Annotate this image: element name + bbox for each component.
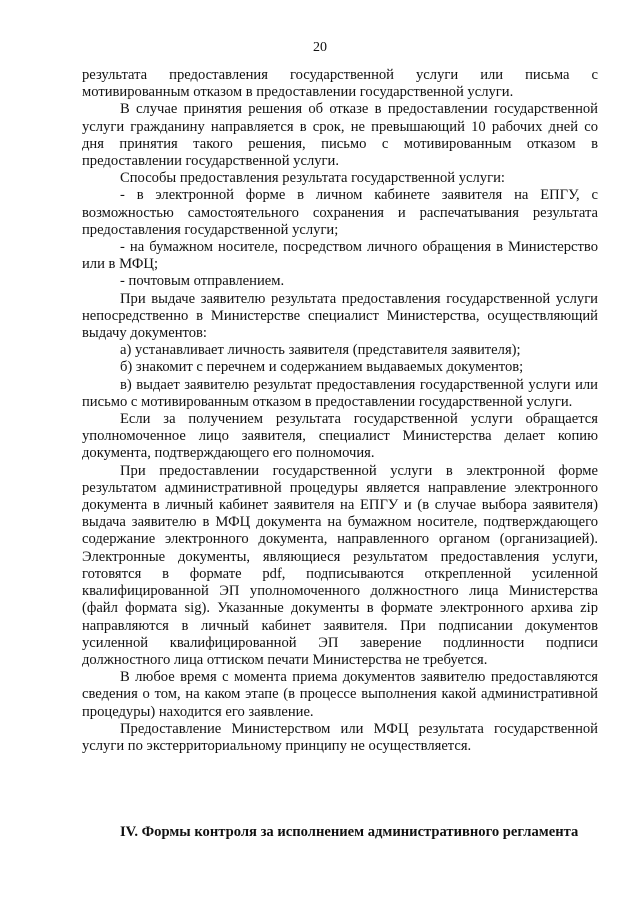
paragraph-delivery-methods: Способы предоставления результата государственной услуги: <box>120 170 505 187</box>
list-item-a: а) устанавливает личность заявителя (представителя заявителя); <box>120 342 521 359</box>
document-body <box>82 67 598 755</box>
page-number: 20 <box>313 40 327 55</box>
paragraph-extraterritorial: Предоставление Министерством или МФЦ результата государственной услуги по экстерриториальному принципу не осуществляется. <box>82 720 598 754</box>
list-item-postal: - почтовым отправлением. <box>120 273 285 290</box>
section-heading: IV. Формы контроля за исполнением административного регламента <box>120 824 579 840</box>
list-item-paper: - на бумажном носителе, посредством личного обращения в Министерство или в МФЦ; <box>82 239 598 273</box>
paragraph-authorized-person: Если за получением результата государственной услуги обращается уполномоченное лицо заявителя, специалист Министерства делает копию документа, подтверждающего его полномочия. <box>82 411 598 462</box>
list-item-electronic: - в электронной форме в личном кабинете заявителя на ЕПГУ, с возможностью самостоятельного сохранения и распечатывания результата предоставления государственной услуги; <box>82 187 598 238</box>
list-item-b: б) знакомит с перечнем и содержанием выдаваемых документов; <box>120 359 524 376</box>
paragraph-refusal-decision: В случае принятия решения об отказе в предоставлении государственной услуги гражданину направляется в срок, не превышающий 10 рабочих дней со дня принятия такого решения, письмо с мотивированным отказом в предоставлении государственной услуги. <box>82 101 598 170</box>
paragraph-issuance-ministry: При выдаче заявителю результата предоставления государственной услуги непосредственно в Министерстве специалист Министерства, осуществляющий выдачу документов: <box>82 290 598 342</box>
paragraph-status-info: В любое время с момента приема документов заявителю предоставляются сведения о том, на каком этапе (в процессе выполнения какой административной процедуры) находится его заявление. <box>82 669 598 720</box>
paragraph-electronic-form: При предоставлении государственной услуги в электронной форме результатом административной процедуры является направление электронного документа в личный кабинет заявителя на ЕПГУ и (в случае выбора заявителя) выдача заявителю в МФЦ документа на бумажном носителе, подтверждающего содержание электронного документа, направленного органом (организацией). Электронные документы, являющиеся результатом предоставления услуги, готовятся в формате pdf, подписываются открепленной усиленной квалифицированной ЭП уполномоченного должностного лица Министерства (файл формата sig). Указанные документы в формате электронного архива zip направляются в личный кабинет заявителя. При подписании документов усиленной квалифицированной ЭП заверение подлинности подписи должностного лица оттиском печати Министерства не требуется. <box>82 462 598 668</box>
list-item-c: в) выдает заявителю результат предоставления государственной услуги или письмо с мотивированным отказом в предоставлении государственной услуги. <box>82 376 598 410</box>
paragraph-result-continuation: результата предоставления государственной услуги или письма с мотивированным отказом в предоставлении государственной услуги. <box>82 67 598 101</box>
